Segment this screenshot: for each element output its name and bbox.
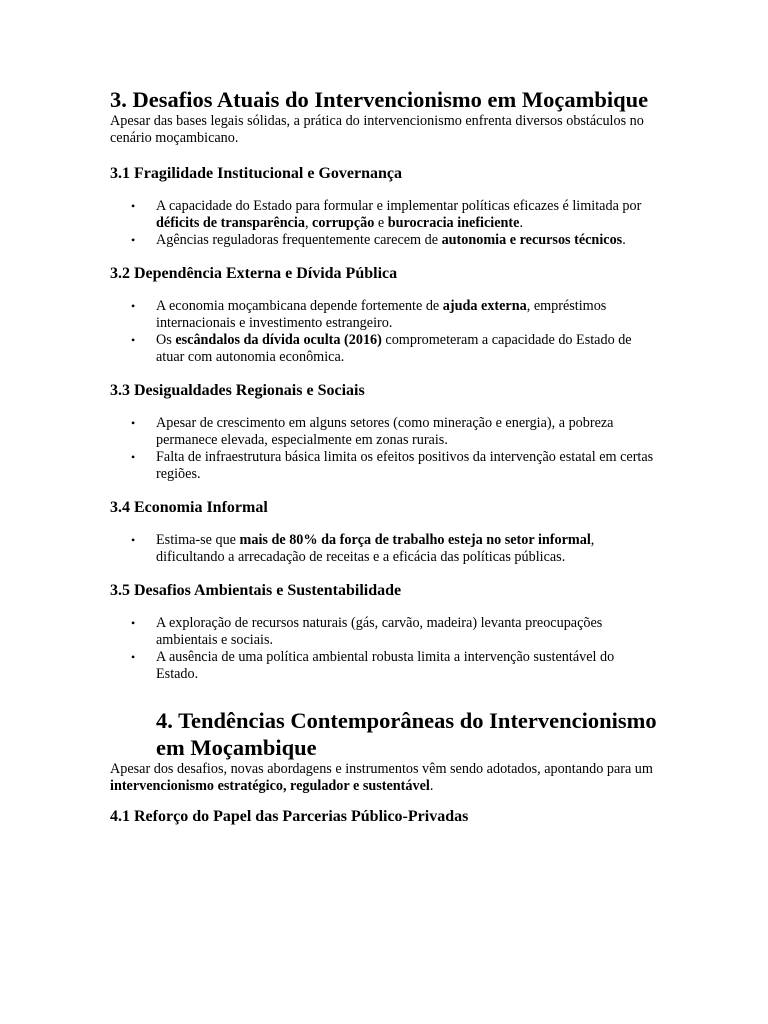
- text-run: Apesar de crescimento em alguns setores (como mineração e energia), a pobreza permanece elevada, especialmente em zonas rurais.: [156, 415, 614, 448]
- section-4-1-heading: 4.1 Reforço do Papel das Parcerias Público-Privadas: [110, 808, 469, 825]
- list-item: [110, 232, 658, 249]
- text-run: A ausência de uma política ambiental robusta limita a intervenção sustentável do Estado.: [156, 649, 615, 682]
- list-item: [110, 332, 658, 366]
- list-item: [110, 298, 658, 332]
- bold-text: burocracia ineficiente: [387, 215, 520, 231]
- subsection-heading: 3.1 Fragilidade Institucional e Governança: [110, 165, 402, 182]
- bullet-icon: •: [131, 199, 136, 213]
- bullet-icon: •: [131, 533, 136, 547]
- text-run: A exploração de recursos naturais (gás, carvão, madeira) levanta preocupações ambientais e sociais.: [156, 615, 603, 648]
- section-4-title: 4. Tendências Contemporâneas do Intervencionismo em Moçambique: [156, 708, 657, 760]
- section-4-intro: [110, 761, 658, 795]
- subsection-heading: 3.3 Desigualdades Regionais e Sociais: [110, 382, 365, 399]
- list-item: [110, 198, 658, 232]
- subsection-heading: 3.5 Desafios Ambientais e Sustentabilidade: [110, 582, 402, 599]
- bullet-list: [110, 415, 658, 483]
- bullet-icon: •: [131, 299, 136, 313]
- text-run: Apesar dos desafios, novas abordagens e instrumentos vêm sendo adotados, apontando para um: [110, 761, 653, 777]
- text-run: A capacidade do Estado para formular e implementar políticas eficazes é limitada por: [156, 198, 642, 214]
- text-run: Agências reguladoras frequentemente carecem de: [156, 232, 442, 248]
- subsection-heading: 3.2 Dependência Externa e Dívida Pública: [110, 265, 398, 282]
- bullet-list: [110, 615, 658, 683]
- text-run: A economia moçambicana depende fortemente de: [156, 298, 443, 314]
- bullet-icon: •: [131, 333, 136, 347]
- subsection-heading: 3.4 Economia Informal: [110, 499, 268, 516]
- section-3-title: 3. Desafios Atuais do Intervencionismo em Moçambique: [110, 87, 649, 112]
- bold-text: intervencionismo estratégico, regulador e sustentável: [110, 778, 430, 794]
- text-run: .: [519, 215, 523, 231]
- list-item: [110, 649, 658, 683]
- section-3-intro: Apesar das bases legais sólidas, a prática do intervencionismo enfrenta diversos obstáculos no cenário moçambicano.: [110, 113, 644, 146]
- text-run: comprometeram a capacidade do Estado de atuar com autonomia econômica.: [156, 332, 632, 365]
- bullet-icon: •: [131, 450, 136, 464]
- text-run: , dificultando a arrecadação de receitas e a eficácia das políticas públicas.: [156, 532, 595, 565]
- bold-text: ajuda externa: [442, 298, 527, 314]
- bullet-icon: •: [131, 616, 136, 630]
- bullet-icon: •: [131, 650, 136, 664]
- text-run: Estima-se que: [156, 532, 240, 548]
- bullet-icon: •: [131, 416, 136, 430]
- bold-text: escândalos da dívida oculta (2016): [175, 332, 382, 348]
- bullet-list: [110, 298, 658, 366]
- bold-text: autonomia e recursos técnicos: [441, 232, 623, 248]
- bold-text: corrupção: [312, 215, 375, 231]
- text-run: .: [429, 778, 434, 794]
- bullet-icon: •: [131, 233, 136, 247]
- bold-text: déficits de transparência: [156, 215, 305, 231]
- text-run: ,: [304, 215, 313, 231]
- bold-text: mais de 80% da força de trabalho esteja no setor informal: [239, 532, 591, 548]
- text-run: .: [622, 232, 626, 248]
- text-run: , empréstimos internacionais e investimento estrangeiro.: [156, 298, 607, 331]
- list-item: [110, 415, 658, 449]
- text-run: Falta de infraestrutura básica limita os efeitos positivos da intervenção estatal em certas regiões.: [156, 449, 654, 482]
- list-item: [110, 449, 658, 483]
- section-3-subsections: [110, 164, 658, 683]
- bullet-list: [110, 198, 658, 249]
- bullet-list: [110, 532, 658, 566]
- list-item: [110, 615, 658, 649]
- text-run: e: [374, 215, 388, 231]
- text-run: Os: [156, 332, 176, 348]
- list-item: [110, 532, 658, 566]
- document-page: [110, 84, 658, 826]
